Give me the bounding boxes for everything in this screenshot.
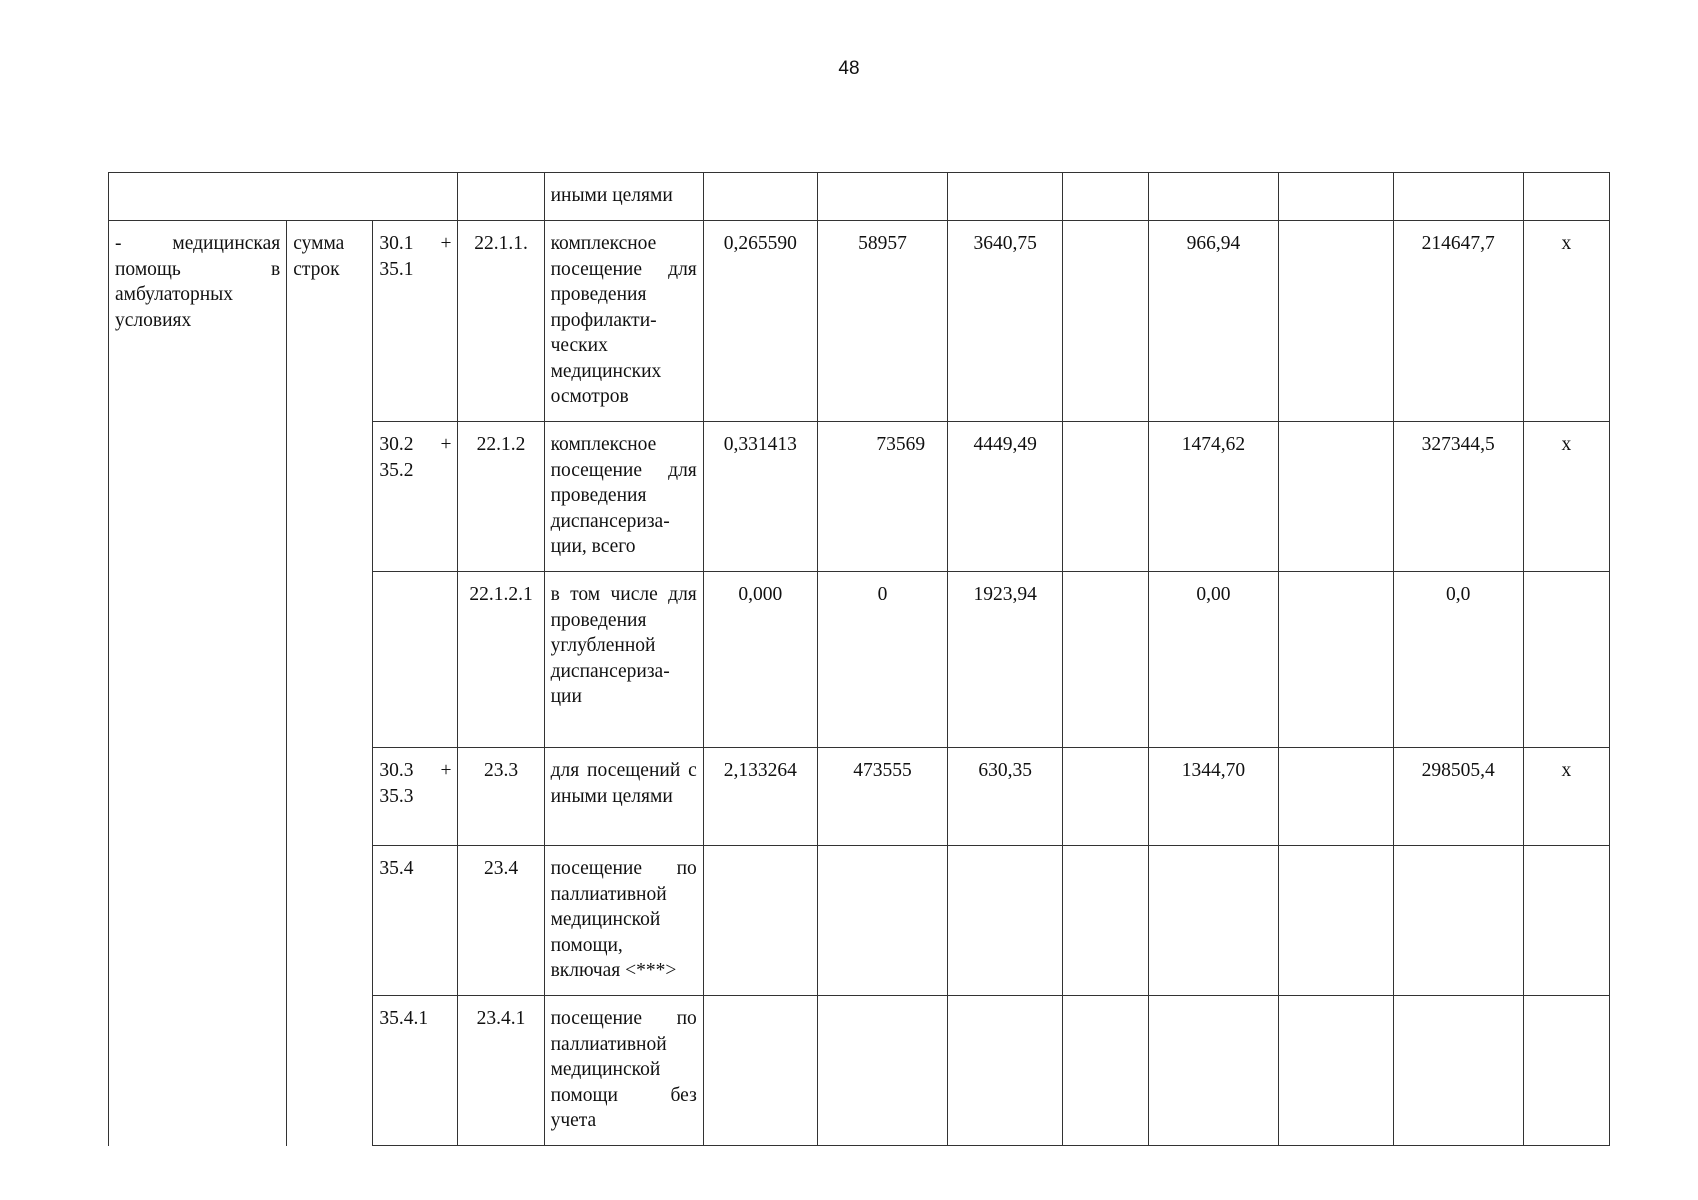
cell-value: 1474,62 xyxy=(1149,422,1278,572)
cell-value: 0,000 xyxy=(703,572,817,748)
ref-a: 30.2 xyxy=(379,434,414,455)
cell-purpose: комплексное посещение для проведения профилакти-ческих медицинских осмотров xyxy=(544,221,703,422)
cell-empty xyxy=(1063,173,1149,221)
cell-reference xyxy=(373,996,458,1146)
cell-value: 0,265590 xyxy=(703,221,817,422)
ref-a: 35.4.1 xyxy=(379,1008,429,1029)
section-basis: сумма строк xyxy=(287,221,373,1146)
cell-value: 630,35 xyxy=(948,748,1063,846)
cell-code: 23.4.1 xyxy=(458,996,544,1146)
cell-value: х xyxy=(1523,748,1609,846)
cell-value: 3640,75 xyxy=(948,221,1063,422)
cell-reference xyxy=(373,748,458,846)
cell-value: 966,94 xyxy=(1149,221,1278,422)
ref-plus: + xyxy=(440,233,452,254)
cell-value xyxy=(1393,846,1523,996)
cell-value xyxy=(1523,846,1609,996)
cell-reference xyxy=(373,422,458,572)
cell-value xyxy=(1063,221,1149,422)
cell-value xyxy=(1149,996,1278,1146)
cell-value xyxy=(1523,996,1609,1146)
cell-empty xyxy=(1523,173,1609,221)
cell-value xyxy=(1149,846,1278,996)
cell-value: 2,133264 xyxy=(703,748,817,846)
cell-reference xyxy=(373,221,458,422)
ref-a: 30.1 xyxy=(379,233,414,254)
cell-reference xyxy=(373,846,458,996)
cell-value xyxy=(817,996,947,1146)
cell-value: 327344,5 xyxy=(1393,422,1523,572)
cell-empty xyxy=(109,173,458,221)
cell-code: 23.3 xyxy=(458,748,544,846)
cell-purpose: иными целями xyxy=(544,173,703,221)
cell-value: 214647,7 xyxy=(1393,221,1523,422)
cell-empty xyxy=(703,173,817,221)
ref-b: 35.2 xyxy=(379,459,414,481)
cell-empty xyxy=(1393,173,1523,221)
cell-purpose: посещение по паллиативной медицинской помощи без учета xyxy=(544,996,703,1146)
cell-value xyxy=(1278,221,1393,422)
cell-value: 0,331413 xyxy=(703,422,817,572)
cell-value xyxy=(1063,996,1149,1146)
cell-value: 1344,70 xyxy=(1149,748,1278,846)
financing-table xyxy=(108,172,1610,1146)
cell-value xyxy=(1063,422,1149,572)
ref-plus: + xyxy=(440,434,452,455)
ref-a: 35.4 xyxy=(379,858,414,879)
cell-purpose: комплексное посещение для проведения диспансериза-ции, всего xyxy=(544,422,703,572)
cell-value: х xyxy=(1523,221,1609,422)
ref-plus: + xyxy=(440,760,452,781)
cell-purpose: для посещений с иными целями xyxy=(544,748,703,846)
cell-purpose: в том числе для проведения углубленной диспансериза-ции xyxy=(544,572,703,748)
cell-value xyxy=(1278,572,1393,748)
ref-b: 35.1 xyxy=(379,258,414,280)
cell-value: 73569 xyxy=(817,422,947,572)
cell-value: 298505,4 xyxy=(1393,748,1523,846)
cell-value: 0 xyxy=(817,572,947,748)
cell-empty xyxy=(817,173,947,221)
cell-value xyxy=(703,996,817,1146)
cell-code: 22.1.2.1 xyxy=(458,572,544,748)
section-label: - медицинская помощь в амбулаторных условиях xyxy=(109,221,287,1146)
page-number: 48 xyxy=(838,58,860,79)
cell-value xyxy=(1523,572,1609,748)
cell-value: х xyxy=(1523,422,1609,572)
cell-value xyxy=(1278,422,1393,572)
ref-a: 30.3 xyxy=(379,760,414,781)
cell-empty xyxy=(1278,173,1393,221)
cell-value xyxy=(948,996,1063,1146)
cell-value: 0,0 xyxy=(1393,572,1523,748)
cell-value xyxy=(1278,996,1393,1146)
cell-value: 1923,94 xyxy=(948,572,1063,748)
cell-purpose: посещение по паллиативной медицинской помощи, включая <***> xyxy=(544,846,703,996)
cell-value: 473555 xyxy=(817,748,947,846)
cell-value xyxy=(1063,748,1149,846)
table-row xyxy=(109,221,1610,422)
cell-value xyxy=(703,846,817,996)
ref-b: 35.3 xyxy=(379,785,414,807)
cell-code: 22.1.1. xyxy=(458,221,544,422)
cell-value: 0,00 xyxy=(1149,572,1278,748)
cell-value xyxy=(1393,996,1523,1146)
cell-code: 23.4 xyxy=(458,846,544,996)
cell-value xyxy=(948,846,1063,996)
cell-empty xyxy=(1149,173,1278,221)
cell-value: 4449,49 xyxy=(948,422,1063,572)
cell-value xyxy=(817,846,947,996)
table-row-continuation xyxy=(109,173,1610,221)
cell-empty xyxy=(948,173,1063,221)
cell-value xyxy=(1278,748,1393,846)
cell-value xyxy=(1063,846,1149,996)
cell-empty xyxy=(458,173,544,221)
cell-code: 22.1.2 xyxy=(458,422,544,572)
cell-reference xyxy=(373,572,458,748)
cell-value xyxy=(1063,572,1149,748)
cell-value xyxy=(1278,846,1393,996)
cell-value: 58957 xyxy=(817,221,947,422)
